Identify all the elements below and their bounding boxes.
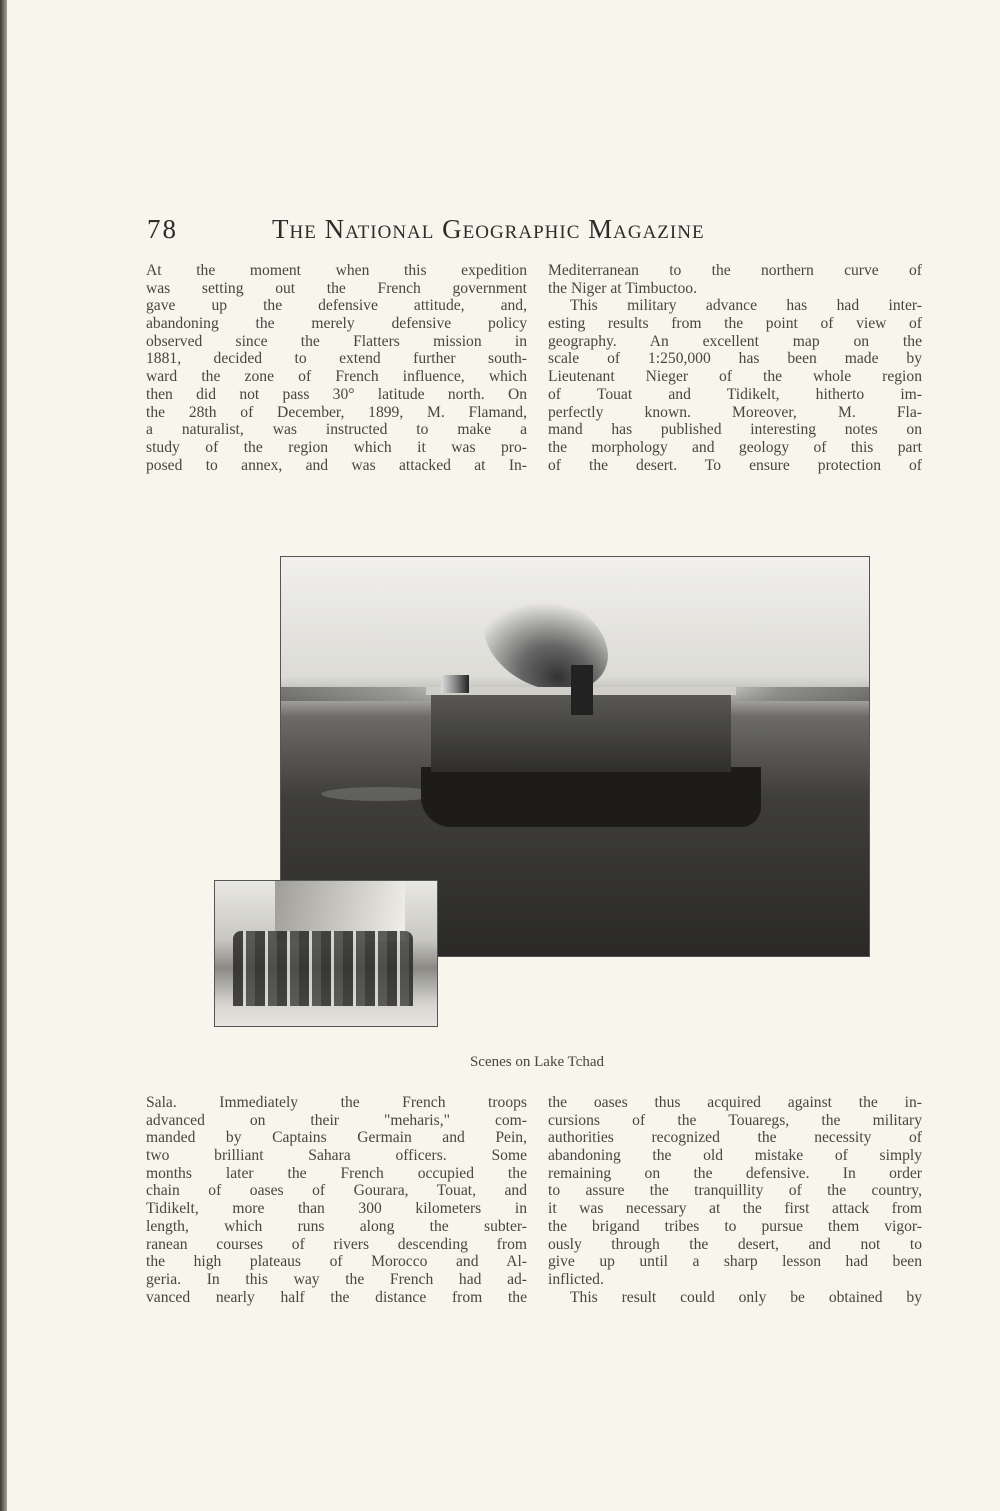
- text-line: 1881, decided to extend further south-: [146, 350, 527, 368]
- text-line: the oases thus acquired against the in-: [548, 1094, 922, 1111]
- text-line: This military advance has had inter-: [570, 297, 922, 315]
- text-line: the 28th of December, 1899, M. Flamand,: [146, 403, 527, 421]
- text-line: the high plateaus of Morocco and Al-: [146, 1253, 527, 1271]
- text-line: ously through the desert, and not to: [548, 1235, 922, 1253]
- text-line: gave up the defensive attitude, and,: [146, 297, 527, 315]
- text-line: the brigand tribes to pursue them vigor-: [548, 1217, 922, 1235]
- text-line: manded by Captains Germain and Pein,: [146, 1129, 527, 1147]
- text-line: months later the French occupied the: [146, 1164, 527, 1182]
- page-edge-shadow: [0, 0, 7, 1511]
- text-line: was setting out the French government: [146, 279, 527, 297]
- column-top-right: [548, 262, 922, 474]
- figure-caption: Scenes on Lake Tchad: [469, 1054, 605, 1070]
- text-line: observed since the Flatters mission in: [146, 332, 527, 350]
- text-line: advanced on their "meharis," com-: [146, 1111, 527, 1129]
- text-line: cursions of the Touaregs, the military: [548, 1111, 922, 1129]
- text-line: a naturalist, was instructed to make a: [146, 421, 527, 439]
- text-line: length, which runs along the subter-: [146, 1217, 527, 1235]
- text-line: This result could only be obtained by: [570, 1288, 922, 1306]
- column-bottom-left: [146, 1094, 527, 1306]
- text-line: esting results from the point of view of: [548, 315, 922, 333]
- column-bottom-right: [548, 1094, 922, 1306]
- text-line: study of the region which it was pro-: [146, 438, 527, 456]
- text-line: remaining on the defensive. In order: [548, 1164, 922, 1182]
- text-line: then did not pass 30° latitude north. On: [146, 385, 527, 403]
- text-line: the Niger at Timbuctoo.: [548, 279, 698, 297]
- flag: [441, 675, 469, 693]
- text-line: inflicted.: [548, 1270, 604, 1288]
- text-line: ward the zone of French influence, which: [146, 368, 527, 386]
- smokestack: [571, 665, 593, 715]
- text-line: to assure the tranquillity of the country,: [548, 1182, 922, 1200]
- text-line: two brilliant Sahara officers. Some: [146, 1147, 527, 1165]
- text-line: posed to annex, and was attacked at In-: [146, 456, 527, 474]
- text-line: vanced nearly half the distance from the: [146, 1288, 527, 1306]
- text-line: geography. An excellent map on the: [548, 332, 922, 350]
- text-line: give up until a sharp lesson had been: [548, 1253, 922, 1271]
- text-line: Sala. Immediately the French troops: [146, 1094, 527, 1111]
- text-line: Mediterranean to the northern curve of: [548, 262, 922, 279]
- text-line: ranean courses of rivers descending from: [146, 1235, 527, 1253]
- text-line: geria. In this way the French had ad-: [146, 1270, 527, 1288]
- text-line: of the desert. To ensure protection of: [548, 456, 922, 474]
- text-line: abandoning the old mistake of simply: [548, 1147, 922, 1165]
- text-line: of Touat and Tidikelt, hitherto im-: [548, 385, 922, 403]
- text-line: the morphology and geology of this part: [548, 438, 922, 456]
- text-line: Lieutenant Nieger of the whole region: [548, 368, 922, 386]
- boat-hull: [421, 767, 761, 827]
- text-line: mand has published interesting notes on: [548, 421, 922, 439]
- text-line: abandoning the merely defensive policy: [146, 315, 527, 333]
- text-line: it was necessary at the first attack from: [548, 1200, 922, 1218]
- running-title: The National Geographic Magazine: [272, 214, 705, 244]
- text-line: perfectly known. Moreover, M. Fla-: [548, 403, 922, 421]
- page-number: 78: [147, 214, 178, 244]
- text-line: At the moment when this expedition: [146, 262, 527, 279]
- text-line: Tidikelt, more than 300 kilometers in: [146, 1200, 527, 1218]
- column-top-left: [146, 262, 527, 474]
- group-of-people: [233, 931, 413, 1006]
- text-line: chain of oases of Gourara, Touat, and: [146, 1182, 527, 1200]
- text-line: authorities recognized the necessity of: [548, 1129, 922, 1147]
- text-line: scale of 1:250,000 has been made by: [548, 350, 922, 368]
- photo-group-portrait: [214, 880, 438, 1027]
